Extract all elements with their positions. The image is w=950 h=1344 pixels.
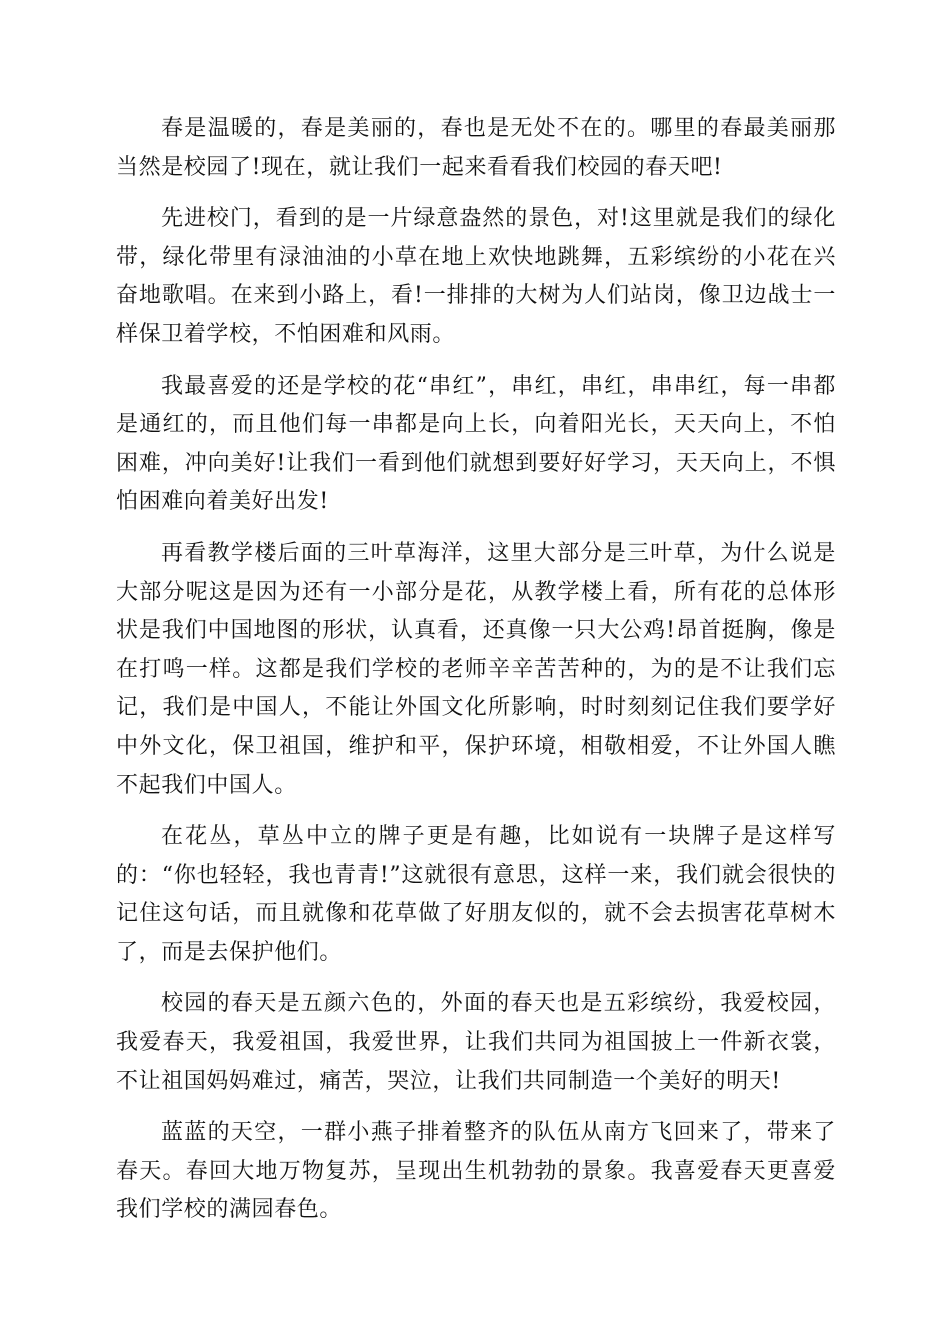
paragraph-7: 蓝蓝的天空，一群小燕子排着整齐的队伍从南方飞回来了，带来了春天。春回大地万物复苏，呈现出生机勃勃的景象。我喜爱春天更喜爱我们学校的满园春色。 [116,1120,836,1223]
paragraph-5: 在花丛，草丛中立的牌子更是有趣，比如说有一块牌子是这样写的：“你也轻轻，我也青青!”这就很有意思，这样一来，我们就会很快的记住这句话，而且就像和花草做了好朋友似的，就不会去损害花草树木了，而是去保护他们。 [116,824,836,965]
paragraph-2: 先进校门，看到的是一片绿意盎然的景色，对!这里就是我们的绿化带，绿化带里有渌油油的小草在地上欢快地跳舞，五彩缤纷的小花在兴奋地歌唱。在来到小路上，看!一排排的大树为人们站岗，像卫边战士一样保卫着学校，不怕困难和风雨。 [116,206,836,347]
paragraph-4: 再看教学楼后面的三叶草海洋，这里大部分是三叶草，为什么说是大部分呢这是因为还有一小部分是花，从教学楼上看，所有花的总体形状是我们中国地图的形状，认真看，还真像一只大公鸡!昂首挺胸，像是在打鸣一样。这都是我们学校的老师辛辛苦苦种的，为的是不让我们忘记，我们是中国人，不能让外国文化所影响，时时刻刻记住我们要学好中外文化，保卫祖国，维护和平，保护环境，相敬相爱，不让外国人瞧不起我们中国人。 [116,540,836,798]
paragraph-6: 校园的春天是五颜六色的，外面的春天也是五彩缤纷，我爱校园，我爱春天，我爱祖国，我爱世界，让我们共同为祖国披上一件新衣裳，不让祖国妈妈难过，痛苦，哭泣，让我们共同制造一个美好的明天! [116,991,836,1094]
paragraph-1: 春是温暖的，春是美丽的，春也是无处不在的。哪里的春最美丽那当然是校园了!现在，就让我们一起来看看我们校园的春天吧! [116,116,836,180]
document-body [116,110,836,1243]
paragraph-3: 我最喜爱的还是学校的花“串红”，串红，串红，串串红，每一串都是通红的，而且他们每一串都是向上长，向着阳光长，天天向上，不怕困难，冲向美好!让我们一看到他们就想到要好好学习，天天向上，不惧怕困难向着美好出发! [116,373,836,515]
